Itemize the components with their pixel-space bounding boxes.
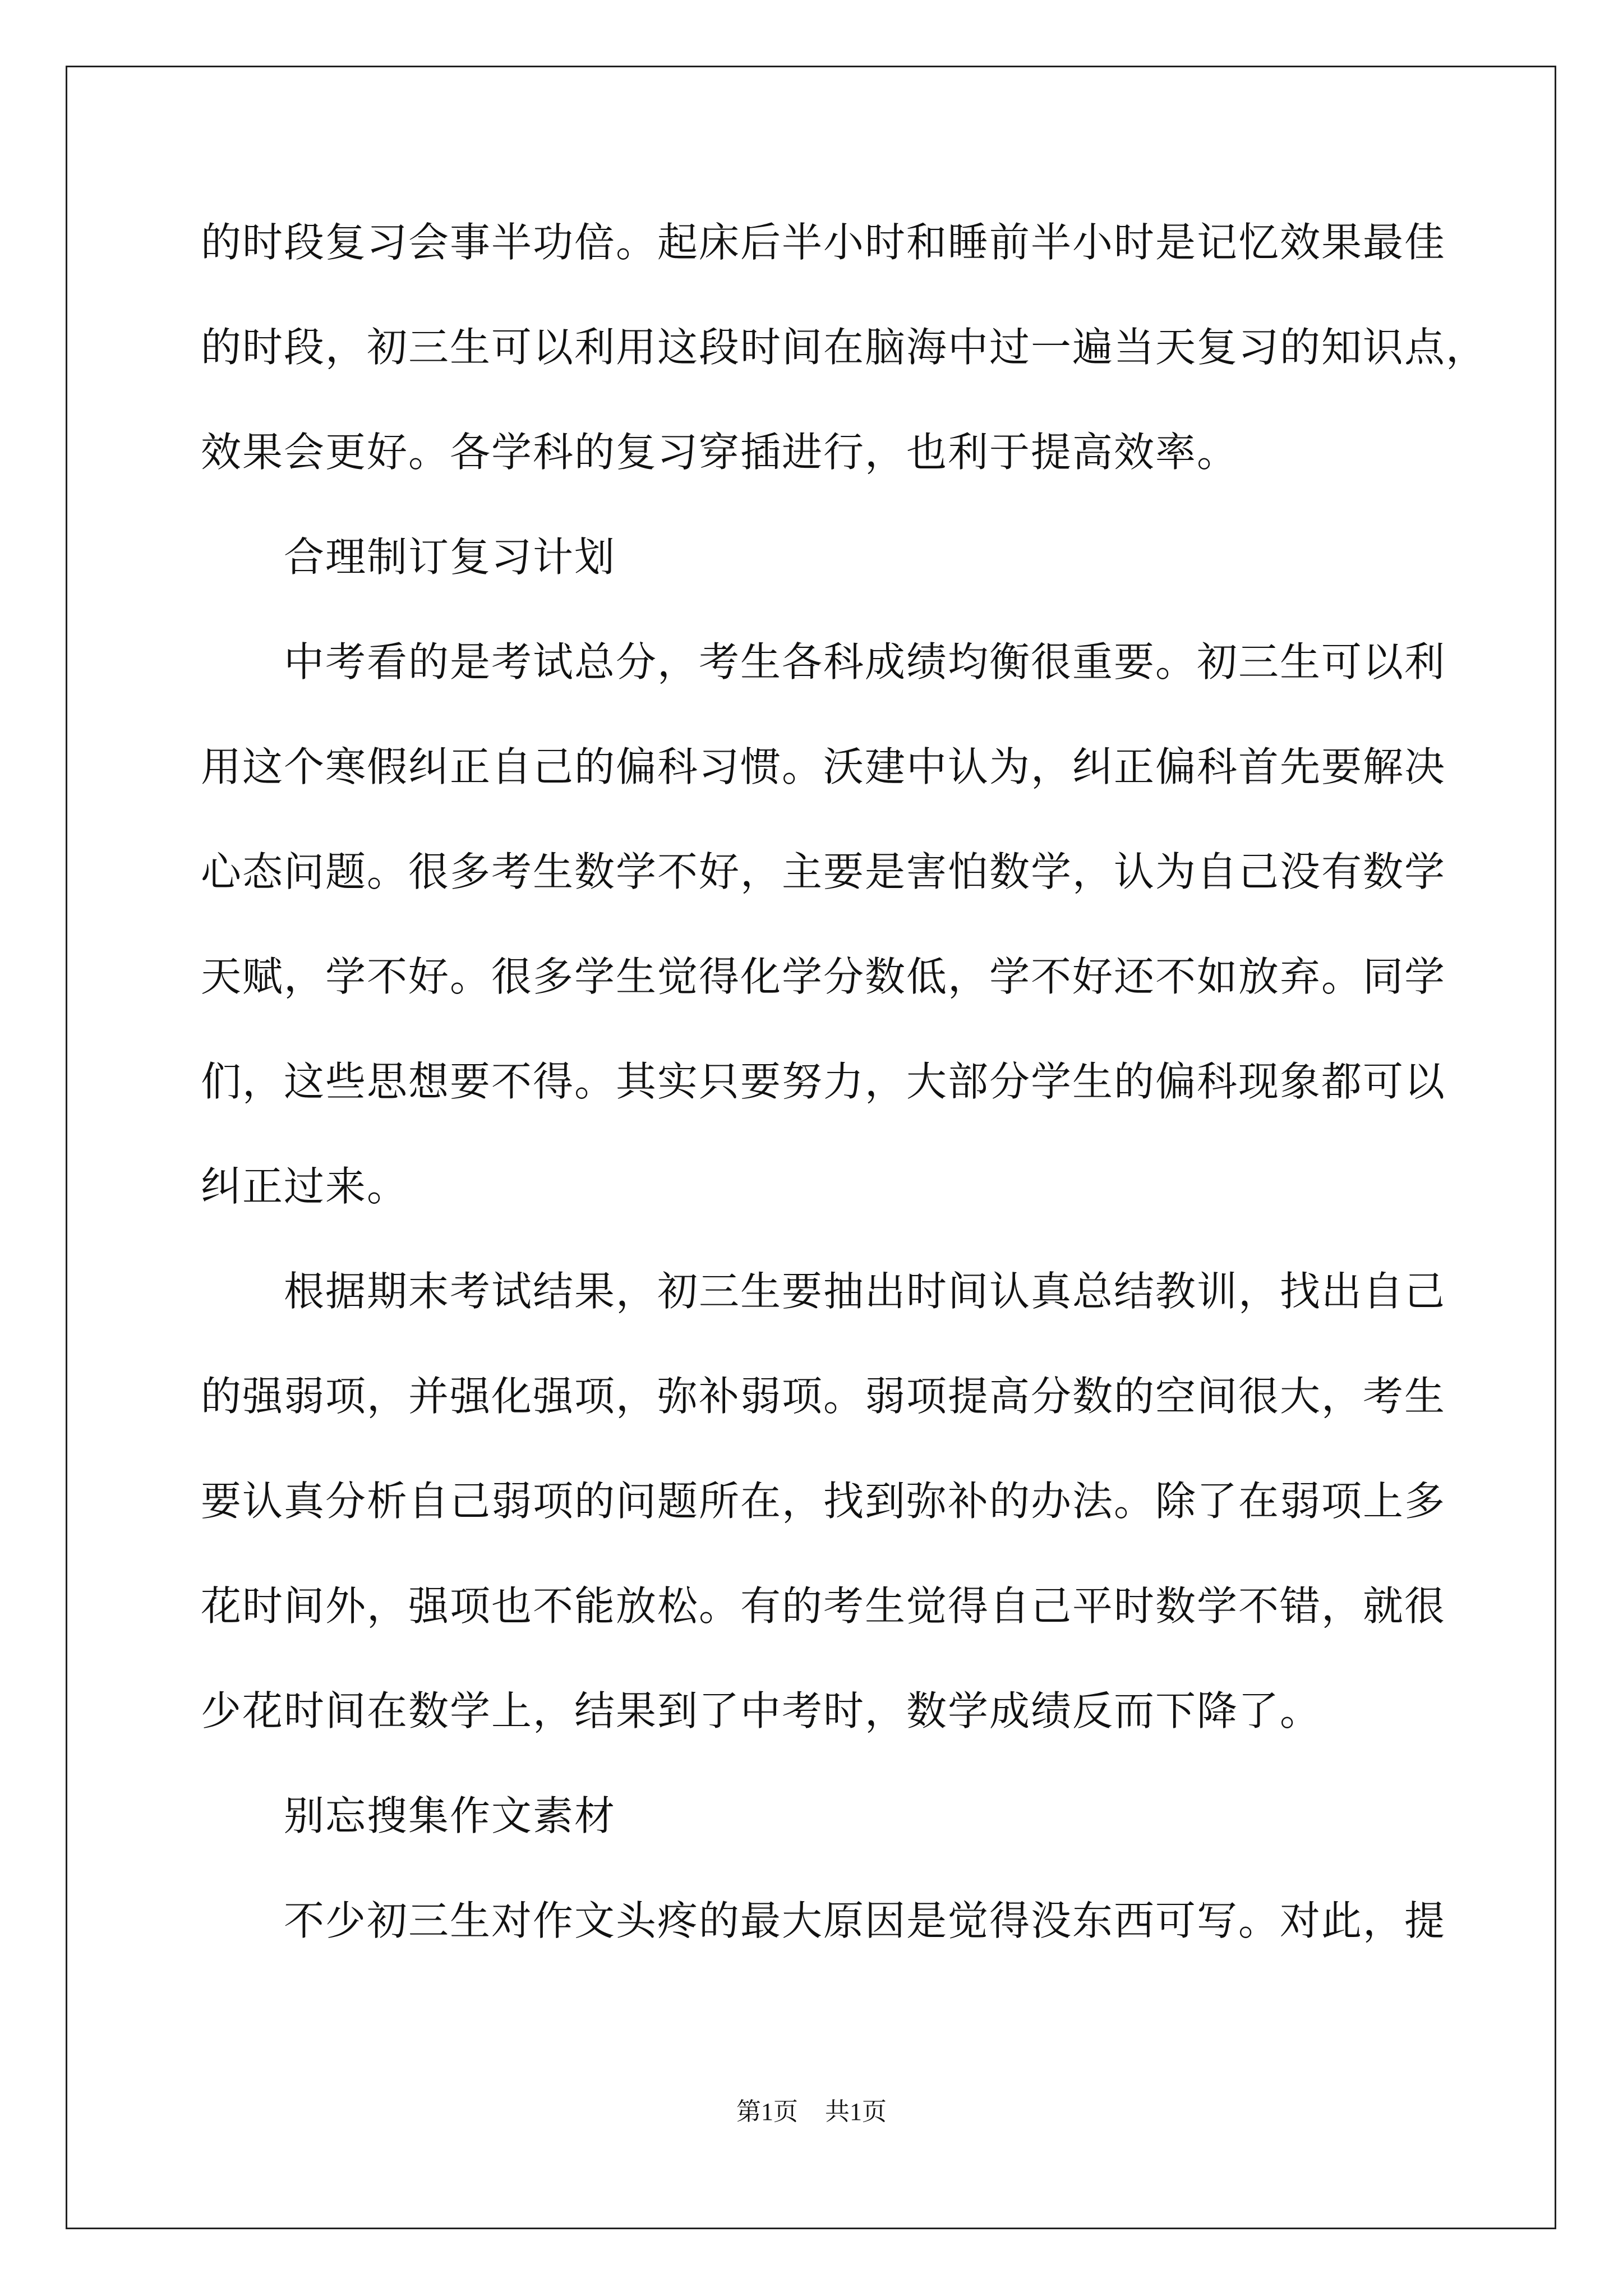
paragraph-first-line: 根据期末考试结果，初三生要抽出时间认真总结教训，找出自己 (284, 1268, 1446, 1315)
page-footer (0, 2095, 1623, 2129)
paragraph-first-line: 不少初三生对作文头疼的最大原因是觉得没东西可写。对此，提 (284, 1897, 1446, 1944)
text-line: 花时间外，强项也不能放松。有的考生觉得自己平时数学不错，就很 (201, 1582, 1446, 1630)
text-line: 们，这些思想要不得。其实只要努力，大部分学生的偏科现象都可以 (201, 1058, 1446, 1105)
text-line: 要认真分析自己弱项的问题所在，找到弥补的办法。除了在弱项上多 (201, 1478, 1446, 1525)
text-line: 少花时间在数学上，结果到了中考时，数学成绩反而下降了。 (201, 1687, 1322, 1734)
text-line: 的时段，初三生可以利用这段时间在脑海中过一遍当天复习的知识点， (201, 324, 1488, 371)
section-heading: 合理制订复习计划 (284, 533, 616, 581)
page-number: 第1页 (736, 2098, 798, 2125)
text-line: 的时段复习会事半功倍。起床后半小时和睡前半小时是记忆效果最佳 (201, 219, 1446, 266)
page-total: 共1页 (825, 2098, 887, 2125)
section-heading: 别忘搜集作文素材 (284, 1792, 616, 1839)
text-line: 效果会更好。各学科的复习穿插进行，也利于提高效率。 (201, 429, 1239, 476)
text-line: 心态问题。很多考生数学不好，主要是害怕数学，认为自己没有数学 (201, 848, 1446, 895)
paragraph-first-line: 中考看的是考试总分，考生各科成绩均衡很重要。初三生可以利 (284, 638, 1446, 685)
text-line: 天赋，学不好。很多学生觉得化学分数低，学不好还不如放弃。同学 (201, 953, 1446, 1000)
text-line: 用这个寒假纠正自己的偏科习惯。沃建中认为，纠正偏科首先要解决 (201, 743, 1446, 790)
text-line: 纠正过来。 (201, 1163, 409, 1210)
text-line: 的强弱项，并强化强项，弥补弱项。弱项提高分数的空间很大，考生 (201, 1373, 1446, 1420)
